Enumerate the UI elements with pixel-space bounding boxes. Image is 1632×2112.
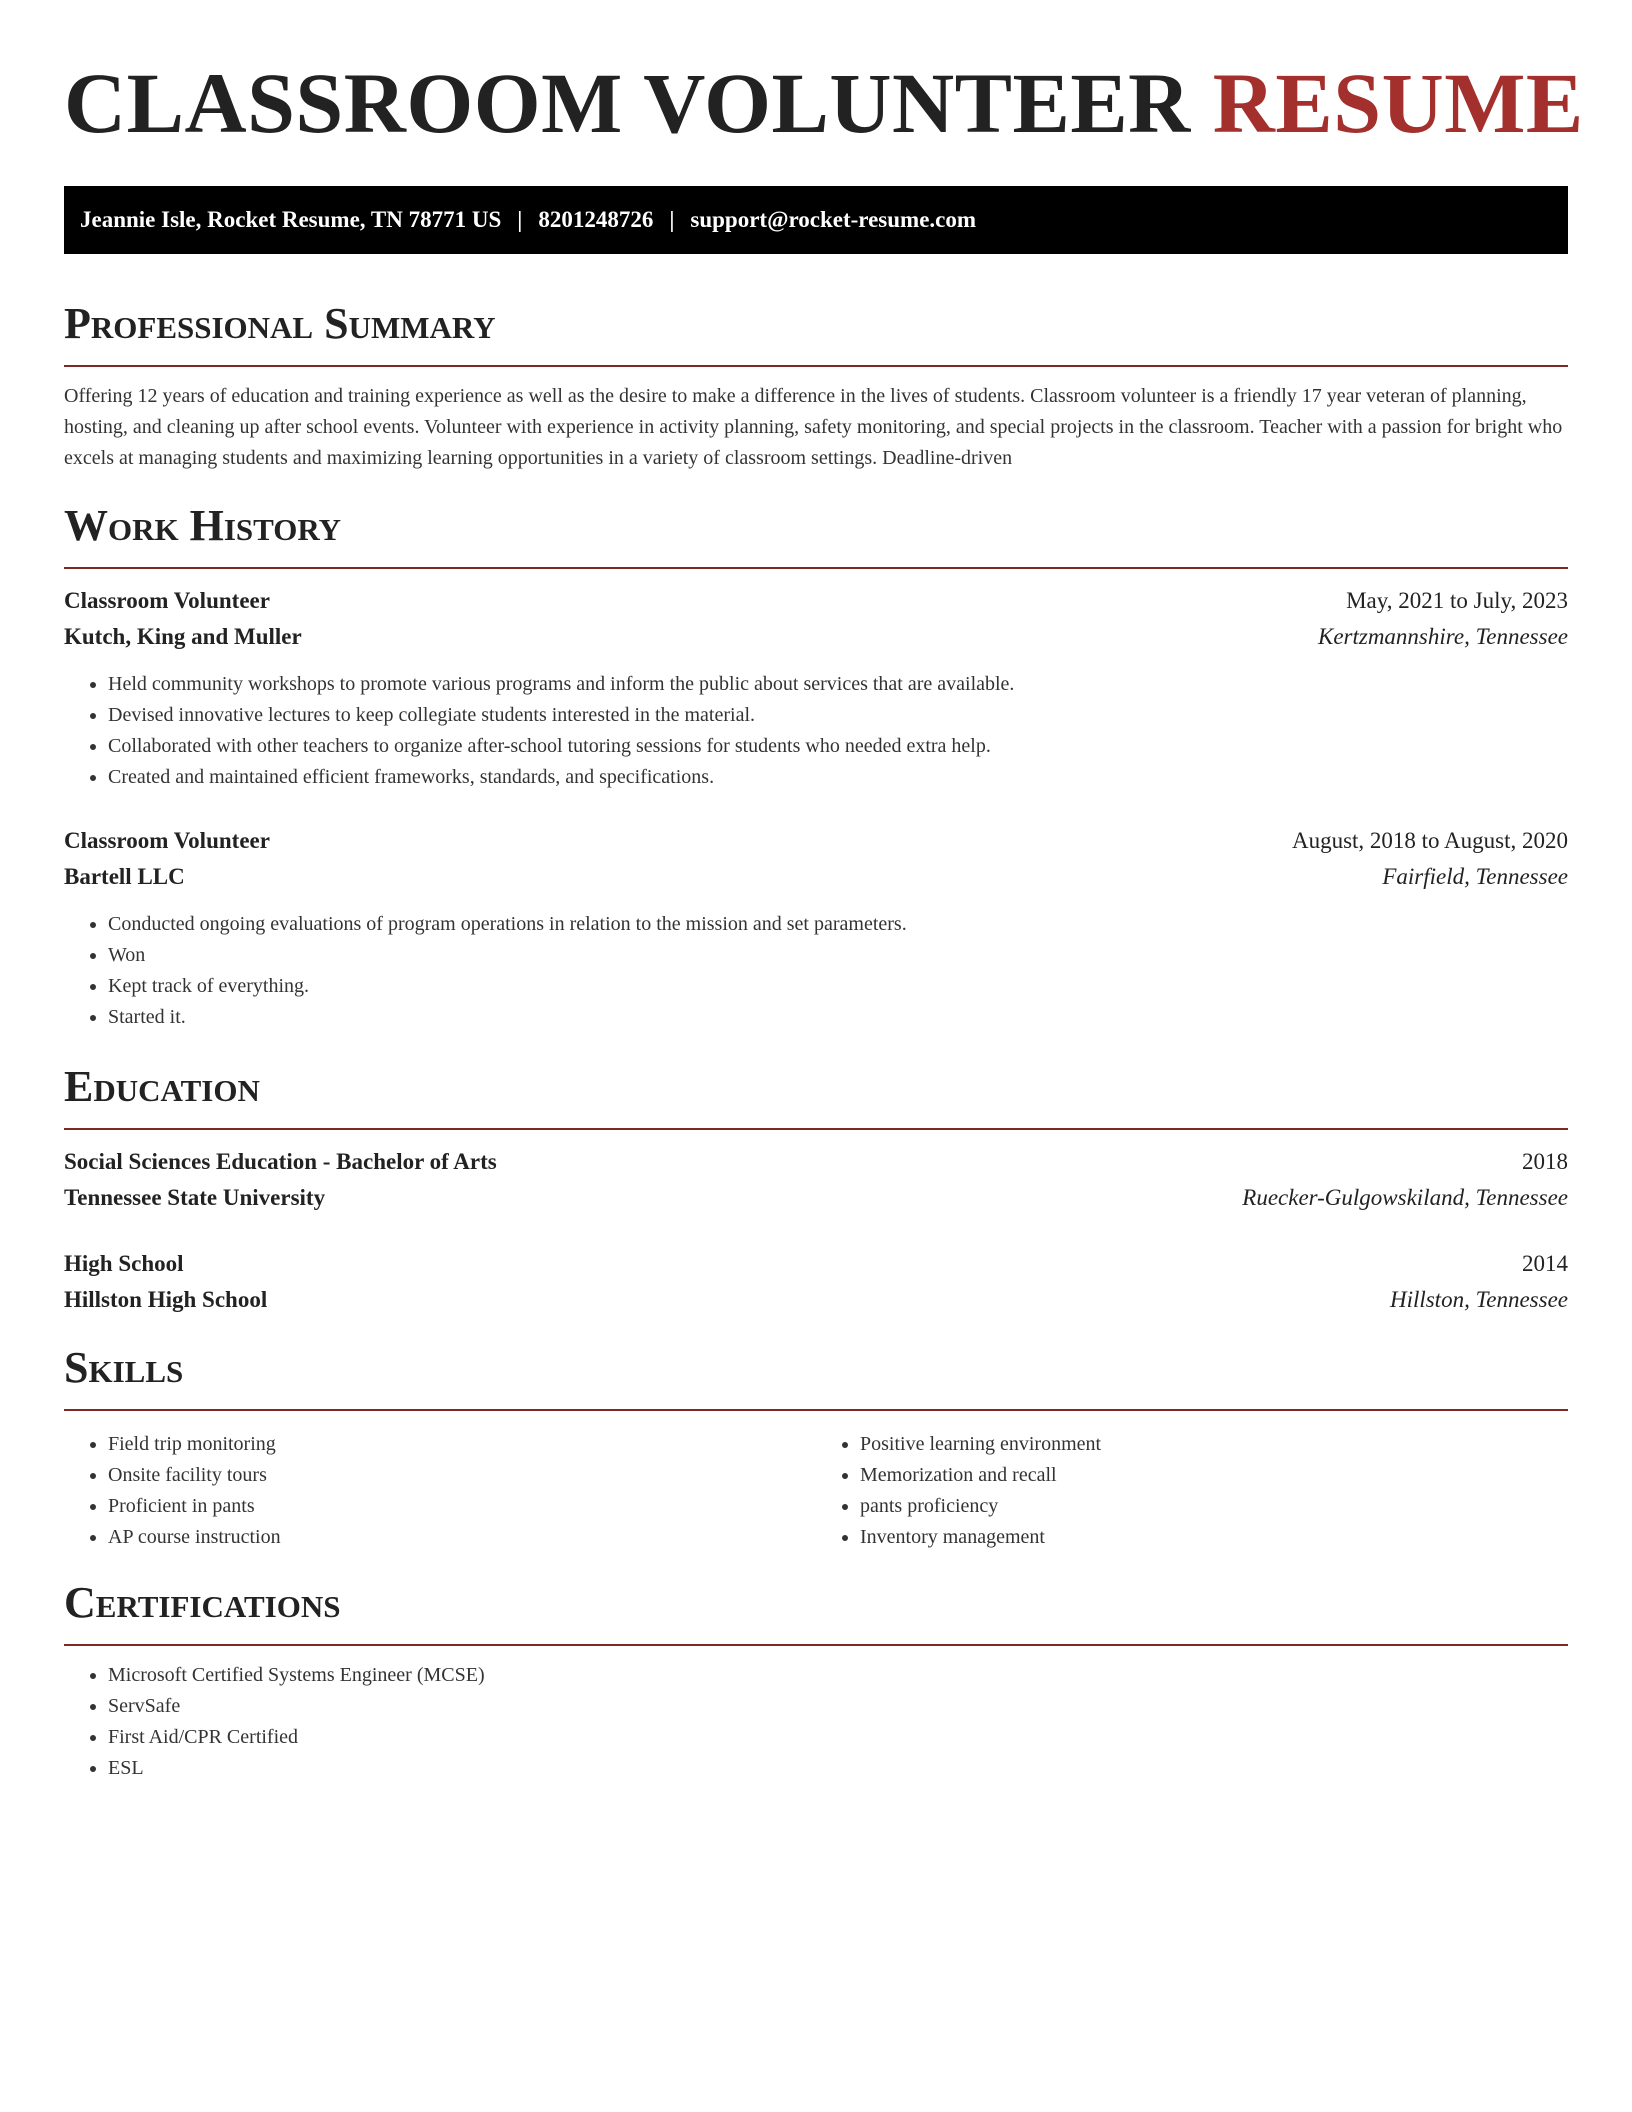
education-school: Tennessee State University	[64, 1185, 326, 1210]
section-heading: Skills	[64, 1343, 184, 1392]
title-accent: RESUME	[1212, 55, 1584, 151]
list-item: • AP course instruction	[108, 1522, 816, 1553]
job-title: Classroom Volunteer	[64, 828, 270, 853]
list-item: • Microsoft Certified Systems Engineer (MCSE)	[108, 1660, 1568, 1691]
list-item: • ESL	[108, 1753, 1568, 1784]
certifications-section	[64, 1577, 1568, 1784]
job-company: Kutch, King and Muller	[64, 624, 302, 649]
job-bullets	[64, 909, 1568, 1033]
contact-address: Jeannie Isle, Rocket Resume, TN 78771 US	[80, 207, 502, 232]
education-year: 2018	[1522, 1149, 1568, 1174]
skills-list-right	[816, 1429, 1568, 1553]
summary-text: Offering 12 years of education and training experience as well as the desire to make a difference in the lives of students. Classroom volunteer is a friendly 17 year veteran of planning, hosting, and cleaning up after school events. Volunteer with experience in activity planning, safety monitoring, and special projects in the classroom. Teacher with a passion for bright who excels at managing students and maximizing learning opportunities in a variety of classroom settings. Deadline-driven	[64, 385, 1563, 469]
education-location: Ruecker-Gulgowskiland, Tennessee	[1242, 1185, 1568, 1210]
education-entry	[64, 1246, 1568, 1318]
work-history-section	[64, 500, 1568, 1033]
section-heading: Work History	[64, 501, 342, 550]
list-item: • Kept track of everything.	[108, 971, 1568, 1002]
list-item: • Proficient in pants	[108, 1491, 816, 1522]
education-school: Hillston High School	[64, 1287, 268, 1312]
list-item: • Memorization and recall	[860, 1460, 1568, 1491]
job-entry	[64, 823, 1568, 1033]
list-item: • Devised innovative lectures to keep collegiate students interested in the material.	[108, 700, 1568, 731]
skills-columns	[64, 1425, 1568, 1553]
resume-title	[64, 48, 1584, 158]
contact-bar	[64, 186, 1568, 254]
contact-separator: |	[669, 207, 675, 232]
education-section	[64, 1061, 1568, 1318]
list-item: • Inventory management	[860, 1522, 1568, 1553]
list-item: • First Aid/CPR Certified	[108, 1722, 1568, 1753]
contact-separator: |	[517, 207, 523, 232]
job-location: Fairfield, Tennessee	[1382, 864, 1568, 889]
section-heading: Certifications	[64, 1578, 341, 1627]
list-item: • Held community workshops to promote various programs and inform the public about services that are available.	[108, 669, 1568, 700]
certifications-list	[64, 1660, 1568, 1784]
education-degree: High School	[64, 1251, 184, 1276]
section-divider	[64, 365, 1568, 367]
title-main: CLASSROOM VOLUNTEER	[64, 55, 1191, 151]
job-bullets	[64, 669, 1568, 793]
job-company: Bartell LLC	[64, 864, 185, 889]
job-dates: August, 2018 to August, 2020	[1291, 828, 1568, 853]
summary-section	[64, 298, 1568, 474]
education-location: Hillston, Tennessee	[1389, 1287, 1568, 1312]
section-divider	[64, 1644, 1568, 1646]
section-divider	[64, 1409, 1568, 1411]
list-item: • Started it.	[108, 1002, 1568, 1033]
list-item: • Field trip monitoring	[108, 1429, 816, 1460]
list-item: • Positive learning environment	[860, 1429, 1568, 1460]
section-divider	[64, 567, 1568, 569]
job-location: Kertzmannshire, Tennessee	[1317, 624, 1568, 649]
list-item: • Onsite facility tours	[108, 1460, 816, 1491]
list-item: • Conducted ongoing evaluations of program operations in relation to the mission and set parameters.	[108, 909, 1568, 940]
section-heading: Education	[64, 1062, 260, 1111]
skills-list-left	[64, 1429, 816, 1553]
list-item: • pants proficiency	[860, 1491, 1568, 1522]
list-item: • ServSafe	[108, 1691, 1568, 1722]
contact-email: support@rocket-resume.com	[690, 207, 977, 232]
skills-section	[64, 1342, 1568, 1553]
education-degree: Social Sciences Education - Bachelor of Arts	[64, 1149, 497, 1174]
section-heading: Professional Summary	[64, 299, 496, 348]
education-year: 2014	[1522, 1251, 1568, 1276]
list-item: • Created and maintained efficient frameworks, standards, and specifications.	[108, 762, 1568, 793]
job-entry	[64, 583, 1568, 793]
list-item: • Won	[108, 940, 1568, 971]
job-dates: May, 2021 to July, 2023	[1346, 588, 1568, 613]
job-title: Classroom Volunteer	[64, 588, 270, 613]
education-entry	[64, 1144, 1568, 1216]
contact-phone: 8201248726	[538, 207, 654, 232]
list-item: • Collaborated with other teachers to organize after-school tutoring sessions for students who needed extra help.	[108, 731, 1568, 762]
section-divider	[64, 1128, 1568, 1130]
